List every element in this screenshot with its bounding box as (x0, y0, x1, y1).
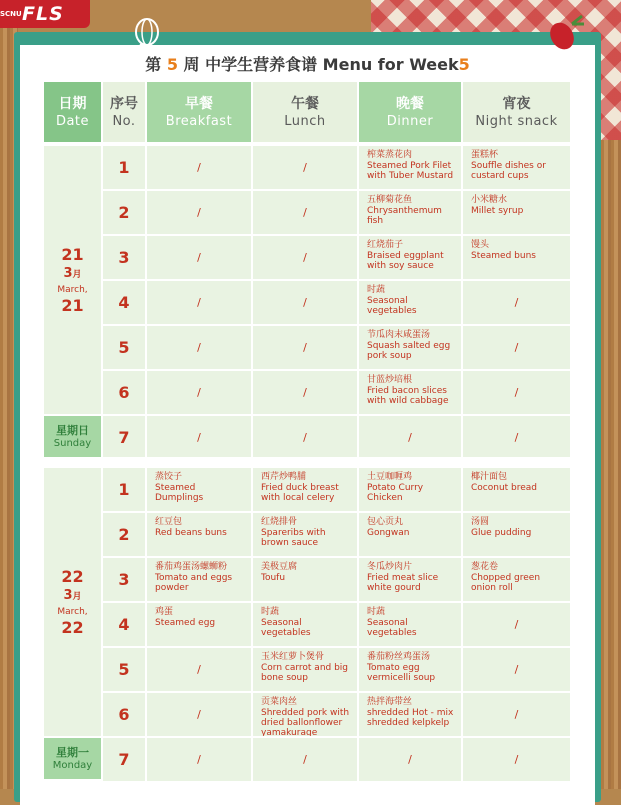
dinner-dish (359, 693, 461, 736)
snack-cell-empty: / (463, 738, 570, 781)
breakfast-dish (147, 513, 251, 556)
snack-dish (463, 236, 570, 279)
date-month-char: 月 (72, 591, 82, 602)
snack-cell-empty: / (463, 281, 570, 324)
header-breakfast (147, 82, 251, 142)
snack-cell-empty: / (463, 416, 570, 459)
dish-name-zh: 玉米红萝卜煲骨 (261, 652, 325, 662)
snack-dish (463, 191, 570, 234)
header-snack (463, 82, 570, 142)
date-day-en: 21 (61, 295, 84, 315)
dish-name-zh: 馒头 (471, 240, 490, 250)
header-date-en: Date (55, 113, 90, 129)
dish-name-zh: 五柳菊花鱼 (367, 195, 413, 205)
title-prefix: 第 (145, 55, 162, 74)
title-main: 周 中学生营养食谱 Menu for Week (183, 55, 459, 74)
header-snack-zh: 宵夜 (502, 95, 531, 112)
day-separator (44, 457, 570, 461)
row-number: 1 (103, 468, 145, 511)
header-lunch-en: Lunch (284, 113, 326, 129)
breakfast-cell-empty: / (147, 416, 251, 459)
dish-name-en: Coconut bread (471, 483, 538, 493)
dish-name-zh: 冬瓜炒肉片 (367, 562, 413, 572)
dish-name-zh: 热拌海带丝 (367, 697, 413, 707)
dish-name-en: shredded Hot - mix shredded kelpkelp (367, 708, 454, 728)
dish-name-zh: 红烧排骨 (261, 517, 298, 527)
dish-name-en: Steamed Pork Filet with Tuber Mustard (367, 161, 454, 181)
day-date-cell (44, 468, 101, 736)
row-number: 7 (103, 416, 145, 459)
dish-name-en: Gongwan (367, 528, 410, 538)
breakfast-dish (147, 468, 251, 511)
dish-name-en: Fried bacon slices with wild cabbage (367, 386, 449, 406)
dish-name-en: Shredded pork with dried ballonflower yamakurage (261, 708, 350, 736)
snack-dish (463, 146, 570, 189)
snack-cell-empty: / (463, 603, 570, 646)
dinner-dish (359, 371, 461, 414)
dish-name-zh: 节瓜肉末咸蛋汤 (367, 330, 431, 340)
dish-name-zh: 蒸饺子 (155, 472, 183, 482)
date-month-num: 3 (63, 265, 73, 281)
header-dinner-en: Dinner (386, 113, 434, 129)
dish-name-en: Spareribs with brown sauce (261, 528, 326, 548)
breakfast-cell-empty: / (147, 326, 251, 369)
weekday-zh: 星期日 (56, 423, 89, 437)
header-date-zh: 日期 (58, 95, 87, 112)
header-dinner-zh: 晚餐 (396, 95, 424, 112)
breakfast-cell-empty: / (147, 281, 251, 324)
lunch-cell-empty: / (253, 416, 357, 459)
logo-brand-text: FLS (22, 3, 64, 25)
breakfast-cell-empty: / (147, 236, 251, 279)
header-no-en: No. (112, 113, 136, 129)
lunch-cell-empty: / (253, 738, 357, 781)
dish-name-zh: 椰汁面包 (471, 472, 508, 482)
dish-name-en: Seasonal vegetables (367, 618, 417, 638)
dish-name-zh: 榨菜蒸花肉 (367, 150, 413, 160)
dish-name-zh: 时蔬 (367, 607, 386, 617)
dinner-dish (359, 236, 461, 279)
dish-name-zh: 红豆包 (155, 517, 183, 527)
breakfast-cell-empty: / (147, 738, 251, 781)
dinner-dish (359, 558, 461, 601)
snack-cell-empty: / (463, 326, 570, 369)
snack-cell-empty: / (463, 371, 570, 414)
dish-name-zh: 葱花卷 (471, 562, 499, 572)
lunch-cell-empty: / (253, 371, 357, 414)
dish-name-zh: 番茄粉丝鸡蛋汤 (367, 652, 431, 662)
dish-name-en: Glue pudding (471, 528, 532, 538)
header-breakfast-en: Breakfast (165, 113, 233, 129)
dish-name-en: Potato Curry Chicken (367, 483, 424, 503)
lunch-dish (253, 693, 357, 736)
dish-name-zh: 番茄鸡蛋汤螺蛳粉 (155, 562, 228, 572)
date-month-char: 月 (72, 269, 82, 280)
weekday-cell (44, 738, 101, 779)
dish-name-zh: 土豆咖喱鸡 (367, 472, 413, 482)
dish-name-en: Chopped green onion roll (471, 573, 541, 593)
row-number: 4 (103, 603, 145, 646)
date-day: 22 (61, 566, 84, 586)
dinner-dish (359, 513, 461, 556)
dinner-dish (359, 468, 461, 511)
header-breakfast-zh: 早餐 (185, 95, 213, 112)
lunch-cell-empty: / (253, 191, 357, 234)
row-number: 2 (103, 513, 145, 556)
dish-name-en: Braised eggplant with soy sauce (367, 251, 444, 271)
dish-name-en: Steamed buns (471, 251, 536, 261)
breakfast-cell-empty: / (147, 146, 251, 189)
dish-name-en: Red beans buns (155, 528, 227, 538)
dinner-cell-empty: / (359, 416, 461, 459)
dish-name-en: Tomato and eggs powder (155, 573, 233, 593)
row-number: 6 (103, 693, 145, 736)
wood-border-right (601, 140, 621, 789)
row-number: 5 (103, 326, 145, 369)
header-no-zh: 序号 (110, 95, 138, 112)
dish-name-en: Steamed egg (155, 618, 216, 628)
dish-name-zh: 蛋糕杯 (471, 150, 499, 160)
dish-name-zh: 时蔬 (261, 607, 280, 617)
breakfast-dish (147, 558, 251, 601)
dish-name-zh: 美极豆腐 (261, 562, 298, 572)
lunch-cell-empty: / (253, 326, 357, 369)
dinner-dish (359, 603, 461, 646)
lunch-dish (253, 513, 357, 556)
dish-name-en: Souffle dishes or custard cups (471, 161, 546, 181)
date-month-num: 3 (63, 587, 73, 603)
dish-name-en: Seasonal vegetables (367, 296, 417, 316)
snack-cell-empty: / (463, 648, 570, 691)
lunch-dish (253, 603, 357, 646)
lunch-cell-empty: / (253, 146, 357, 189)
logo-school-text: SCNU (0, 10, 22, 18)
row-number: 1 (103, 146, 145, 189)
dinner-dish (359, 281, 461, 324)
dinner-cell-empty: / (359, 738, 461, 781)
dinner-dish (359, 146, 461, 189)
header-date (44, 82, 101, 142)
dish-name-en: Steamed Dumplings (155, 483, 204, 503)
lunch-cell-empty: / (253, 281, 357, 324)
dish-name-en: Seasonal vegetables (261, 618, 311, 638)
row-number: 5 (103, 648, 145, 691)
dish-name-en: Tomato egg vermicelli soup (367, 663, 436, 683)
radish-icon (546, 14, 586, 54)
lunch-dish (253, 558, 357, 601)
dinner-dish (359, 648, 461, 691)
dish-name-zh: 汤圆 (471, 517, 490, 527)
header-lunch-zh: 午餐 (291, 95, 319, 112)
dinner-dish (359, 191, 461, 234)
dish-name-zh: 甘蓝炒培根 (367, 375, 413, 385)
date-day: 21 (61, 244, 84, 264)
lunch-cell-empty: / (253, 236, 357, 279)
dish-name-zh: 时蔬 (367, 285, 386, 295)
date-month-en: March, (57, 284, 88, 295)
date-month (63, 587, 81, 606)
page-title (20, 52, 595, 75)
day-date-cell (44, 146, 101, 414)
row-number: 3 (103, 558, 145, 601)
header-lunch (253, 82, 357, 142)
dinner-dish (359, 326, 461, 369)
snack-dish (463, 513, 570, 556)
row-number: 4 (103, 281, 145, 324)
breakfast-dish (147, 603, 251, 646)
breakfast-cell-empty: / (147, 371, 251, 414)
dish-name-en: Squash salted egg pork soup (367, 341, 451, 361)
dish-name-en: Millet syrup (471, 206, 524, 216)
date-month-en: March, (57, 606, 88, 617)
dish-name-zh: 小米糖水 (471, 195, 508, 205)
header-no (103, 82, 145, 142)
dish-name-zh: 贡菜肉丝 (261, 697, 298, 707)
dish-name-zh: 包心贡丸 (367, 517, 404, 527)
dish-name-zh: 西芹炒鸭脯 (261, 472, 307, 482)
title-week-number: 5 (166, 55, 178, 74)
school-logo (0, 0, 90, 28)
breakfast-cell-empty: / (147, 648, 251, 691)
snack-dish (463, 558, 570, 601)
dish-name-en: Corn carrot and big bone soup (261, 663, 349, 683)
lunch-dish (253, 468, 357, 511)
row-number: 3 (103, 236, 145, 279)
header-dinner (359, 82, 461, 142)
weekday-en: Monday (52, 759, 93, 771)
weekday-cell (44, 416, 101, 457)
dish-name-zh: 鸡蛋 (155, 607, 174, 617)
dish-name-en: Fried duck breast with local celery (261, 483, 339, 503)
breakfast-cell-empty: / (147, 693, 251, 736)
dish-name-en: Toufu (261, 573, 286, 583)
dish-name-zh: 红烧茄子 (367, 240, 404, 250)
title-week-number-2: 5 (458, 55, 470, 74)
row-number: 6 (103, 371, 145, 414)
lunch-dish (253, 648, 357, 691)
row-number: 2 (103, 191, 145, 234)
dish-name-en: Chrysanthemum fish (367, 206, 442, 226)
dish-name-en: Fried meat slice white gourd (367, 573, 439, 593)
row-number: 7 (103, 738, 145, 781)
weekday-en: Sunday (53, 437, 92, 449)
snack-dish (463, 468, 570, 511)
header-snack-en: Night snack (475, 113, 558, 129)
date-month (63, 265, 81, 284)
snack-cell-empty: / (463, 693, 570, 736)
weekday-zh: 星期一 (56, 745, 89, 759)
breakfast-cell-empty: / (147, 191, 251, 234)
date-day-en: 22 (61, 617, 84, 637)
